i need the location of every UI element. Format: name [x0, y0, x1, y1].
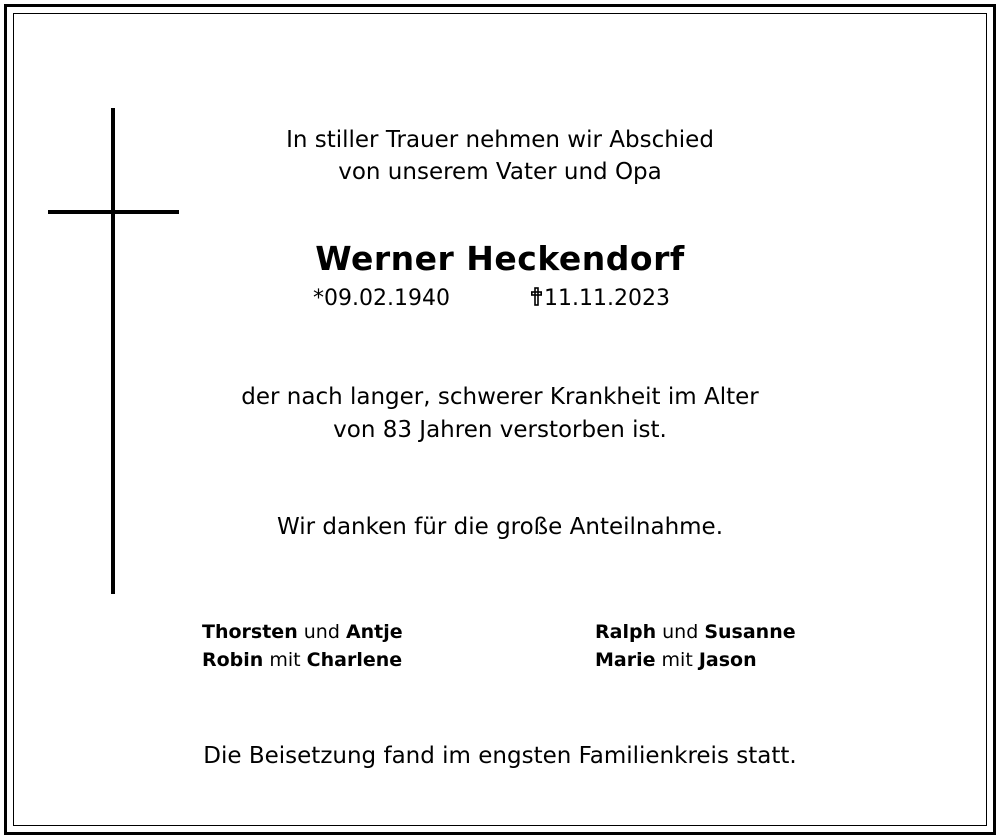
death-date-group [531, 284, 670, 314]
deceased-name: Werner Heckendorf [315, 239, 685, 278]
family-member: Charlene [306, 649, 403, 671]
death-cross-icon [531, 287, 542, 306]
burial-note: Die Beisetzung fand im engsten Familienkreis statt. [203, 743, 797, 769]
family-member: Susanne [704, 621, 796, 643]
family-member: Thorsten [202, 621, 298, 643]
family-line [202, 646, 403, 674]
family-line [595, 618, 796, 646]
intro-line-2: von unserem Vater und Opa [338, 159, 662, 185]
family-join: mit [263, 649, 307, 671]
family-join: mit [655, 649, 699, 671]
family-left-column [202, 618, 403, 674]
family-member: Antje [345, 621, 403, 643]
family-member: Jason [698, 649, 757, 671]
death-date: 11.11.2023 [544, 286, 670, 311]
family-member: Ralph [595, 621, 657, 643]
intro-text [0, 124, 1000, 188]
family-join: und [297, 621, 346, 643]
body-text [0, 381, 1000, 447]
thanks-text: Wir danken für die große Anteilnahme. [276, 514, 724, 540]
family-member: Robin [202, 649, 264, 671]
family-join: und [656, 621, 705, 643]
family-line [595, 646, 796, 674]
body-line-2: von 83 Jahren verstorben ist. [333, 417, 667, 443]
intro-line-1: In stiller Trauer nehmen wir Abschied [286, 127, 714, 153]
family-line [202, 618, 403, 646]
birth-date: *09.02.1940 [313, 286, 450, 311]
family-right-column [595, 618, 796, 674]
body-line-1: der nach langer, schwerer Krankheit im Alter [241, 384, 759, 410]
cross-icon-horizontal-bar [48, 210, 179, 214]
family-member: Marie [595, 649, 656, 671]
